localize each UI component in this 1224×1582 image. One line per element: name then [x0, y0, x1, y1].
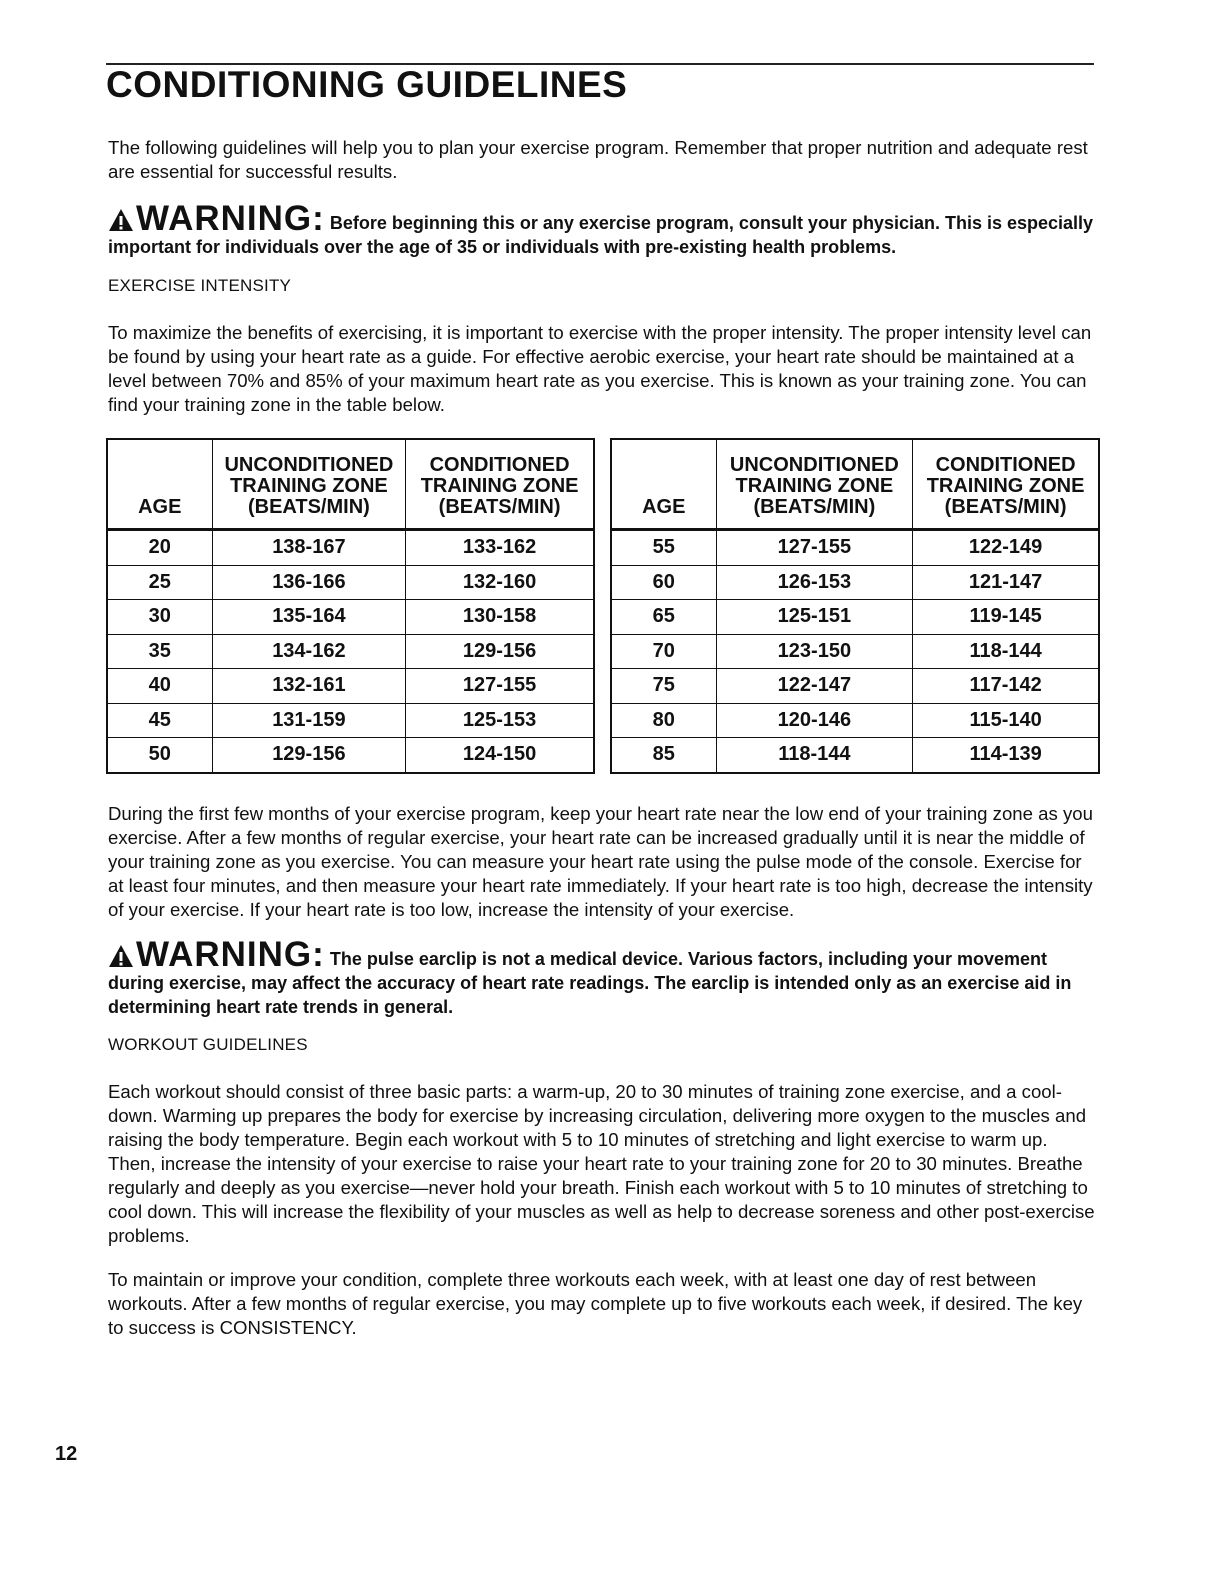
warning-2-text: The pulse earclip is not a medical device. Various factors, including your movement during exercise, may affect the accuracy of heart rate readings. The earclip is intended only as an exercise aid in determining heart rate trends in general.	[108, 949, 1072, 1017]
header-conditioned: CONDITIONED TRAINING ZONE (BEATS/MIN)	[913, 439, 1099, 530]
exercise-intensity-heading: EXERCISE INTENSITY	[108, 276, 292, 295]
table-row: 35 134-162 129-156	[107, 634, 594, 669]
after-table-paragraph: During the first few months of your exercise program, keep your heart rate near the low end of your training zone as you exercise. After a few months of regular exercise, your heart rate can be increased gradually until it is near the middle of your training zone as you exercise. You can measure your heart rate using the pulse mode of the console. Exercise for at least four minutes, and then measure your heart rate immediately. If your heart rate is too high, decrease the intensity of your exercise. If your heart rate is too low, increase the intensity of your exercise.	[108, 803, 1093, 920]
training-zone-table-left	[106, 438, 595, 774]
header-conditioned: CONDITIONED TRAINING ZONE (BEATS/MIN)	[406, 439, 594, 530]
warning-1-text: Before beginning this or any exercise program, consult your physician. This is especially important for individuals over the age of 35 or individuals with pre-existing health problems.	[108, 213, 1094, 257]
workout-guidelines-paragraph-2: To maintain or improve your condition, complete three workouts each week, with at least one day of rest between workouts. After a few months of regular exercise, you may complete up to five workouts each week, if desired. The key to success is CONSISTENCY.	[108, 1269, 1083, 1338]
table-header-row	[611, 439, 1099, 530]
table-row: 55 127-155 122-149	[611, 530, 1099, 566]
table-row: 45 131-159 125-153	[107, 703, 594, 738]
header-age: AGE	[107, 439, 212, 530]
intro-paragraph: The following guidelines will help you to plan your exercise program. Remember that proper nutrition and adequate rest are essential for successful results.	[108, 137, 1088, 182]
header-age: AGE	[611, 439, 716, 530]
workout-guidelines-paragraph-1: Each workout should consist of three basic parts: a warm-up, 20 to 30 minutes of training zone exercise, and a cool-down. Warming up prepares the body for exercise by increasing circulation, delivering more oxygen to the muscles and raising the body temperature. Begin each workout with 5 to 10 minutes of stretching and light exercise to warm up. Then, increase the intensity of your exercise to raise your heart rate to your training zone for 20 to 30 minutes. Breathe regularly and deeply as you exercise—never hold your breath. Finish each workout with 5 to 10 minutes of stretching to cool down. This will increase the flexibility of your muscles as well as help to decrease soreness and other post-exercise problems.	[108, 1081, 1095, 1246]
header-unconditioned: UNCONDITIONED TRAINING ZONE (BEATS/MIN)	[716, 439, 913, 530]
exercise-intensity-paragraph: To maximize the benefits of exercising, it is important to exercise with the proper intensity. The proper intensity level can be found by using your heart rate as a guide. For effective aerobic exercise, your heart rate should be maintained at a level between 70% and 85% of your maximum heart rate as you exercise. This is known as your training zone. You can find your training zone in the table below.	[108, 322, 1092, 415]
table-row: 30 135-164 130-158	[107, 600, 594, 635]
warning-2	[108, 935, 1103, 1019]
warning-1-label: WARNING:	[136, 199, 325, 238]
header-unconditioned: UNCONDITIONED TRAINING ZONE (BEATS/MIN)	[212, 439, 406, 530]
table-row: 50 129-156 124-150	[107, 738, 594, 773]
workout-guidelines-heading: WORKOUT GUIDELINES	[108, 1035, 308, 1054]
warning-triangle-icon	[108, 208, 134, 232]
page-number: 12	[55, 1443, 78, 1465]
table-row: 75 122-147 117-142	[611, 669, 1099, 704]
table-row: 70 123-150 118-144	[611, 634, 1099, 669]
warning-1	[108, 199, 1103, 259]
warning-triangle-icon	[108, 944, 134, 968]
table-row: 85 118-144 114-139	[611, 738, 1099, 773]
warning-2-label: WARNING:	[136, 935, 325, 974]
page-title: CONDITIONING GUIDELINES	[106, 64, 628, 105]
table-row: 25 136-166 132-160	[107, 565, 594, 600]
table-row: 80 120-146 115-140	[611, 703, 1099, 738]
table-header-row	[107, 439, 594, 530]
table-row: 20 138-167 133-162	[107, 530, 594, 566]
training-zone-table-right	[610, 438, 1100, 774]
table-row: 65 125-151 119-145	[611, 600, 1099, 635]
table-row: 40 132-161 127-155	[107, 669, 594, 704]
table-row: 60 126-153 121-147	[611, 565, 1099, 600]
